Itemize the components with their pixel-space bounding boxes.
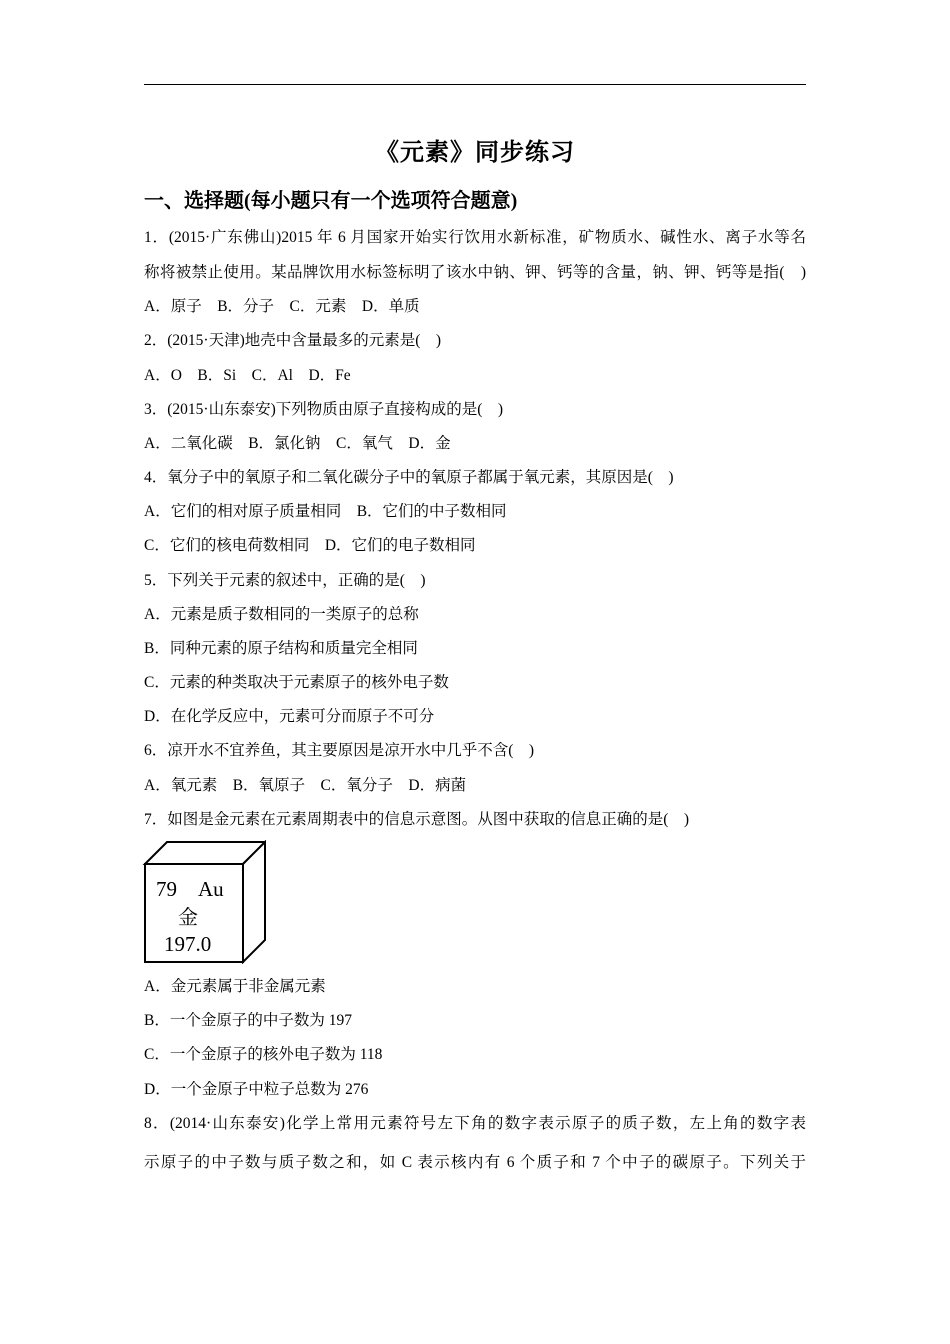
element-cell-box	[142, 840, 266, 964]
question-5: 5．下列关于元素的叙述中，正确的是( )	[144, 572, 426, 589]
question-7: 7．如图是金元素在元素周期表中的信息示意图。从图中获取的信息正确的是( )	[144, 811, 690, 828]
question-4-options-ab: A．它们的相对原子质量相同 B．它们的中子数相同	[144, 503, 507, 520]
question-4: 4．氧分子中的氧原子和二氧化碳分子中的氧原子都属于氧元素，其原因是( )	[144, 469, 674, 486]
document-title: 《元素》同步练习	[375, 140, 575, 166]
question-6-options: A．氧元素 B．氧原子 C．氧分子 D．病菌	[144, 777, 467, 794]
element-symbol: Au	[198, 877, 224, 901]
question-8-line-1: 8．(2014·山东泰安)化学上常用元素符号左下角的数字表示原子的质子数，左上角的数字表	[144, 1115, 806, 1132]
question-1-options: A．原子 B．分子 C．元素 D．单质	[144, 298, 420, 315]
question-5-option-c: C．元素的种类取决于元素原子的核外电子数	[144, 674, 449, 691]
question-8-line-2: 示原子的中子数与质子数之和，如 C 表示核内有 6 个质子和 7 个中子的碳原子。下列关于	[144, 1154, 806, 1171]
question-5-option-b: B．同种元素的原子结构和质量完全相同	[144, 640, 418, 657]
question-1-line-2: 称将被禁止使用。某品牌饮用水标签标明了该水中钠、钾、钙等的含量，钠、钾、钙等是指( )	[144, 264, 806, 281]
question-6: 6．凉开水不宜养鱼，其主要原因是凉开水中几乎不含( )	[144, 742, 535, 759]
atomic-mass: 197.0	[164, 932, 212, 956]
atomic-number: 79	[156, 877, 177, 901]
question-3-options: A．二氧化碳 B．氯化钠 C．氧气 D．金	[144, 435, 451, 452]
question-4-options-cd: C．它们的核电荷数相同 D．它们的电子数相同	[144, 537, 476, 554]
question-1-line-1: 1．(2015·广东佛山)2015 年 6 月国家开始实行饮用水新标准，矿物质水、碱性水、离子水等名	[144, 229, 806, 246]
question-3: 3．(2015·山东泰安)下列物质由原子直接构成的是( )	[144, 401, 504, 418]
element-name: 金	[178, 905, 198, 929]
question-2-options: A．O B．Si C．Al D．Fe	[144, 367, 351, 384]
element-cell-figure	[142, 840, 266, 964]
question-7-option-c: C．一个金原子的核外电子数为 118	[144, 1046, 383, 1063]
header-rule	[144, 84, 806, 85]
question-5-option-a: A．元素是质子数相同的一类原子的总称	[144, 606, 419, 623]
question-7-option-b: B．一个金原子的中子数为 197	[144, 1012, 352, 1029]
question-2: 2．(2015·天津)地壳中含量最多的元素是( )	[144, 332, 442, 349]
question-7-option-d: D．一个金原子中粒子总数为 276	[144, 1081, 369, 1098]
question-7-option-a: A．金元素属于非金属元素	[144, 978, 326, 995]
section-heading: 一、选择题(每小题只有一个选项符合题意)	[144, 190, 518, 212]
question-5-option-d: D．在化学反应中，元素可分而原子不可分	[144, 708, 435, 725]
